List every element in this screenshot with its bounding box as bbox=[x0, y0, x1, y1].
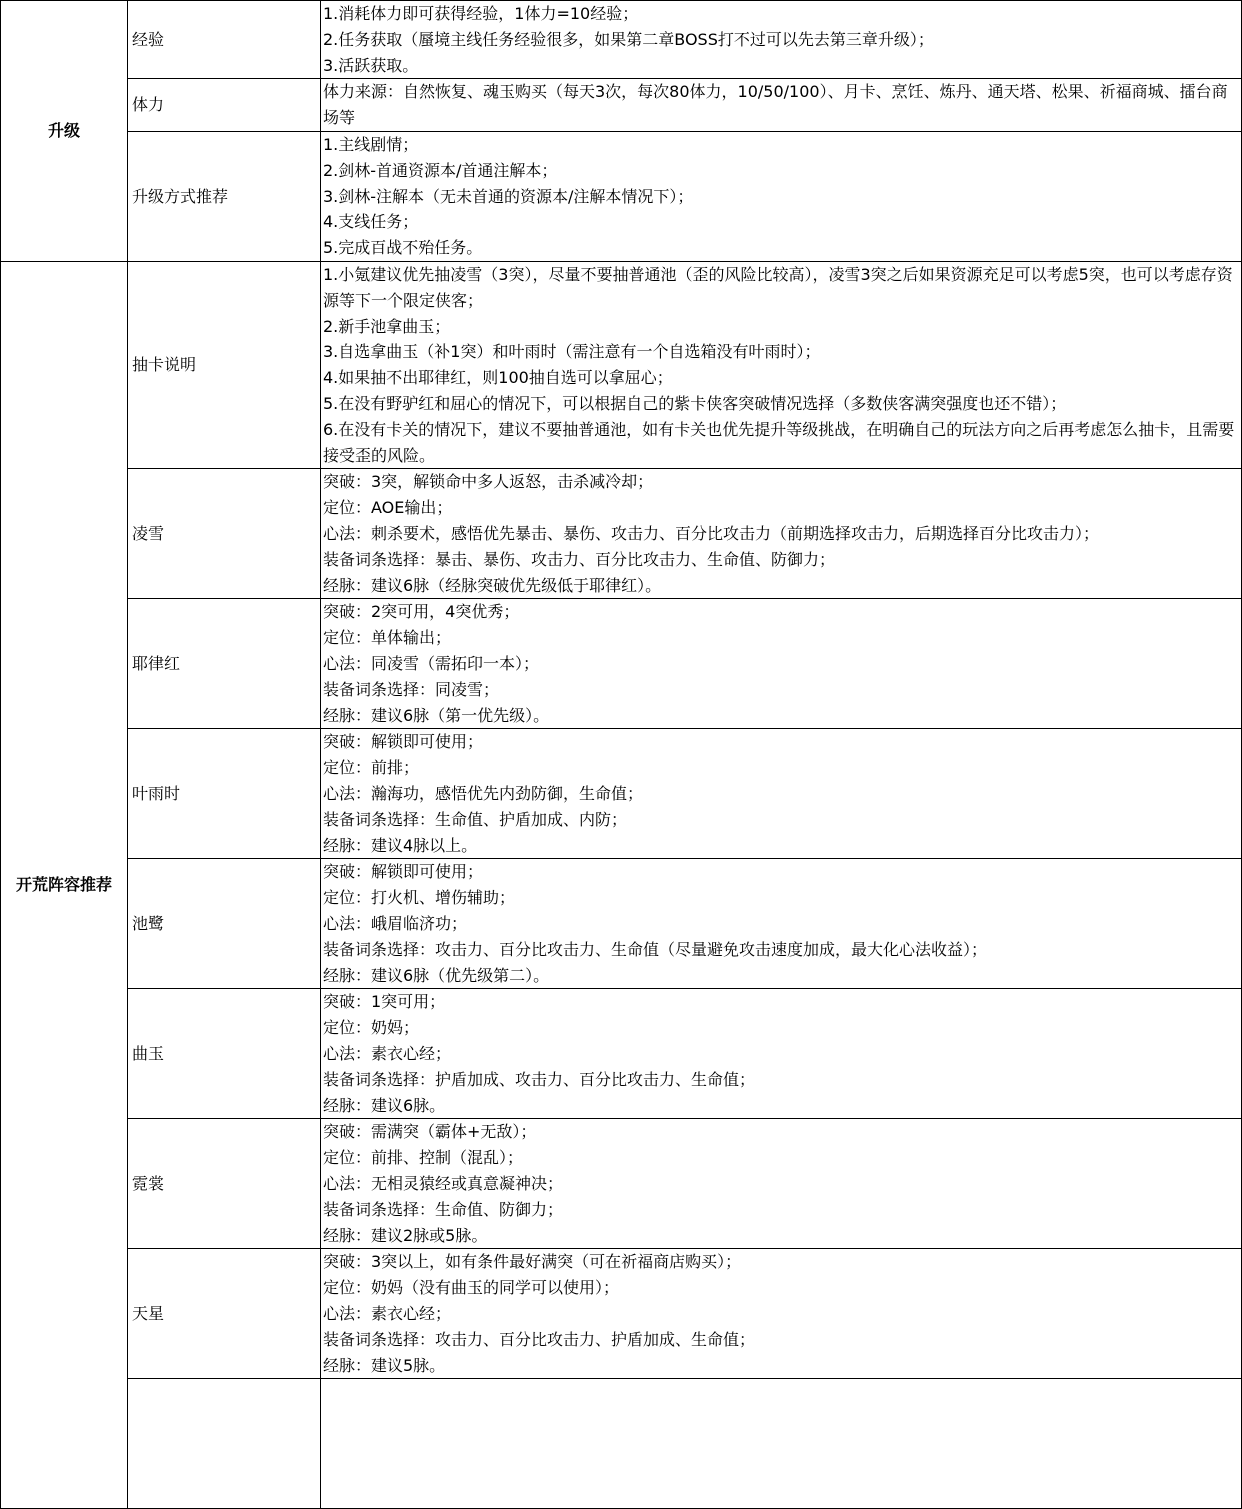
section-title-upgrade: 升级 bbox=[1, 1, 128, 262]
table-row bbox=[1, 989, 1242, 1119]
row-content: 突破：解锁即可使用； 定位：打火机、增伤辅助； 心法：峨眉临济功； 装备词条选择：攻击力、百分比攻击力、生命值（尽量避免攻击速度加成，最大化心法收益）； 经脉：建议6脉（优先级第二）。 bbox=[321, 859, 1242, 989]
row-label-highlighted bbox=[128, 1379, 321, 1509]
row-label: 曲玉 bbox=[128, 989, 321, 1119]
table-row bbox=[1, 131, 1242, 261]
row-label: 经验 bbox=[128, 1, 321, 79]
table-row bbox=[1, 859, 1242, 989]
row-content: 突破：1突可用； 定位：奶妈； 心法：素衣心经； 装备词条选择：护盾加成、攻击力、百分比攻击力、生命值； 经脉：建议6脉。 bbox=[321, 989, 1242, 1119]
row-label: 升级方式推荐 bbox=[128, 131, 321, 261]
row-label: 凌雪 bbox=[128, 469, 321, 599]
row-content: 突破：解锁即可使用； 定位：前排； 心法：瀚海功，感悟优先内劲防御，生命值； 装备词条选择：生命值、护盾加成、内防； 经脉：建议4脉以上。 bbox=[321, 729, 1242, 859]
row-label: 抽卡说明 bbox=[128, 261, 321, 468]
row-content: 突破：需满突（霸体+无敌）； 定位：前排、控制（混乱）； 心法：无相灵猿经或真意凝神决； 装备词条选择：生命值、防御力； 经脉：建议2脉或5脉。 bbox=[321, 1119, 1242, 1249]
table-row bbox=[1, 469, 1242, 599]
table-row bbox=[1, 1, 1242, 79]
table-row bbox=[1, 261, 1242, 468]
row-content: 体力来源：自然恢复、魂玉购买（每天3次，每次80体力，10/50/100）、月卡、烹饪、炼丹、通天塔、松果、祈福商城、擂台商场等 bbox=[321, 79, 1242, 132]
row-content: 1.主线剧情； 2.剑林-首通资源本/首通注解本； 3.剑林-注解本（无未首通的资源本/注解本情况下）； 4.支线任务； 5.完成百战不殆任务。 bbox=[321, 131, 1242, 261]
row-content: 突破：3突，解锁命中多人返怒，击杀减冷却； 定位：AOE输出； 心法：刺杀要术，感悟优先暴击、暴伤、攻击力、百分比攻击力（前期选择攻击力，后期选择百分比攻击力）； 装备词条选择：暴击、暴伤、攻击力、百分比攻击力、生命值、防御力； 经脉：建议6脉（经脉突破优先级低于耶律红）。 bbox=[321, 469, 1242, 599]
row-content: 1.小氪建议优先抽凌雪（3突），尽量不要抽普通池（歪的风险比较高），凌雪3突之后如果资源充足可以考虑5突，也可以考虑存资源等下一个限定侠客； 2.新手池拿曲玉； 3.自选拿曲玉（补1突）和叶雨时（需注意有一个自选箱没有叶雨时）； 4.如果抽不出耶律红，则100抽自选可以拿屈心； 5.在没有野驴红和屈心的情况下，可以根据自己的紫卡侠客突破情况选择（多数侠客满突强度也还不错）； 6.在没有卡关的情况下，建议不要抽普通池，如有卡关也优先提升等级挑战，在明确自己的玩法方向之后再考虑怎么抽卡，且需要接受歪的风险。 bbox=[321, 261, 1242, 468]
table-row bbox=[1, 79, 1242, 132]
row-label: 体力 bbox=[128, 79, 321, 132]
row-label: 耶律红 bbox=[128, 599, 321, 729]
row-content: 突破：3突以上，如有条件最好满突（可在祈福商店购买）； 定位：奶妈（没有曲玉的同学可以使用）； 心法：素衣心经； 装备词条选择：攻击力、百分比攻击力、护盾加成、生命值； 经脉：建议5脉。 bbox=[321, 1249, 1242, 1379]
table-row bbox=[1, 729, 1242, 859]
row-label: 池鹭 bbox=[128, 859, 321, 989]
section-title-lineup: 开荒阵容推荐 bbox=[1, 261, 128, 1508]
row-content: 突破：2突可用，4突优秀； 定位：单体输出； 心法：同凌雪（需拓印一本）； 装备词条选择：同凌雪； 经脉：建议6脉（第一优先级）。 bbox=[321, 599, 1242, 729]
table-row bbox=[1, 1119, 1242, 1249]
row-content-highlighted bbox=[321, 1379, 1242, 1509]
row-content: 1.消耗体力即可获得经验，1体力=10经验； 2.任务获取（蜃境主线任务经验很多，如果第二章BOSS打不过可以先去第三章升级）； 3.活跃获取。 bbox=[321, 1, 1242, 79]
row-label: 叶雨时 bbox=[128, 729, 321, 859]
row-label: 天星 bbox=[128, 1249, 321, 1379]
row-label: 霓裳 bbox=[128, 1119, 321, 1249]
table-row bbox=[1, 1379, 1242, 1509]
table-row bbox=[1, 1249, 1242, 1379]
table-row bbox=[1, 599, 1242, 729]
